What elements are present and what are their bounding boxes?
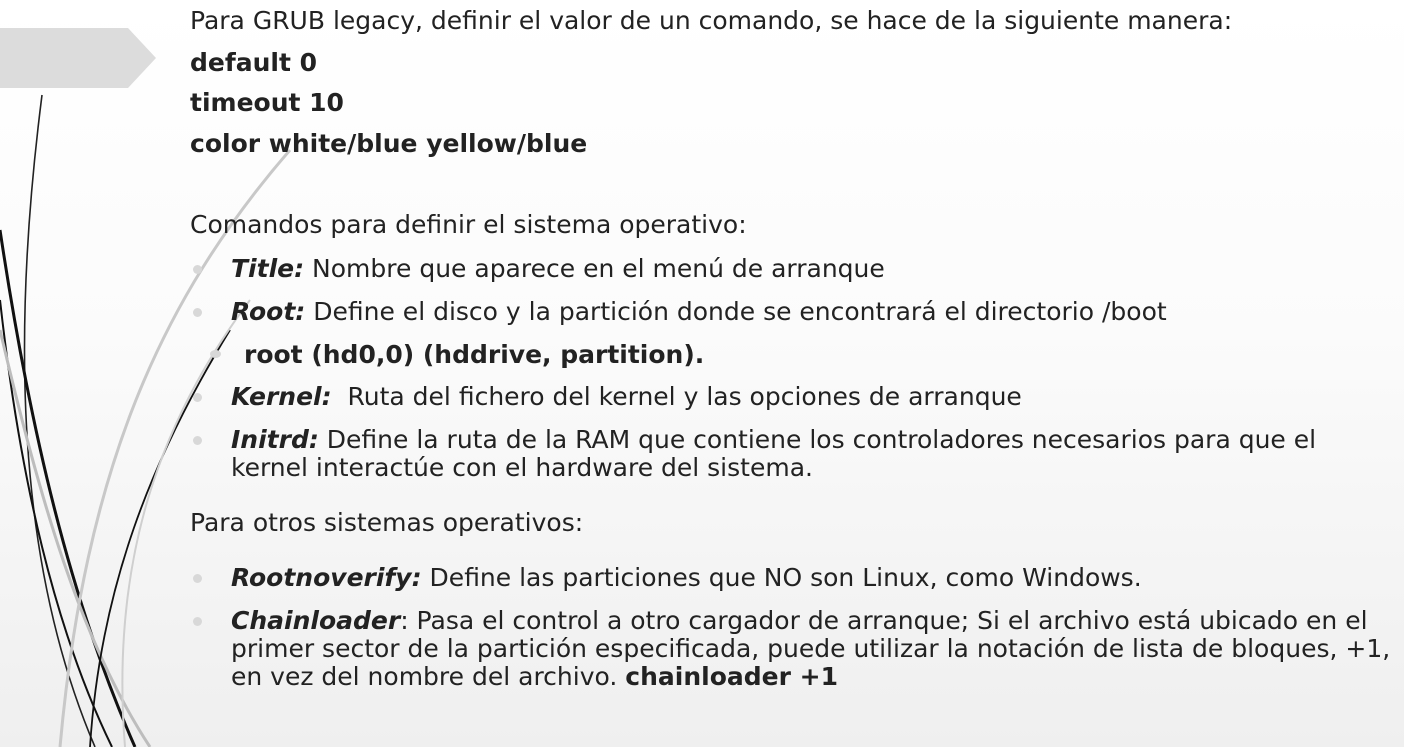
bullet-dot: [193, 574, 202, 583]
list-item-root: Root: Define el disco y la partición donde se encontrará el directorio /boot: [231, 297, 1167, 326]
decor-curve: [0, 330, 150, 747]
config-line-color: color white/blue yellow/blue: [190, 129, 588, 158]
decor-curve: [24, 95, 95, 747]
intro-text: Para GRUB legacy, definir el valor de un comando, se hace de la siguiente manera:: [190, 6, 1233, 35]
config-line-timeout: timeout 10: [190, 88, 344, 117]
bullet-dot: [193, 393, 202, 402]
title-tab-shape: [0, 28, 156, 88]
bullet-dot: [193, 265, 202, 274]
other-os-heading: Para otros sistemas operativos:: [190, 508, 584, 537]
list-item-kernel: Kernel: Ruta del fichero del kernel y las opciones de arranque: [231, 382, 1022, 411]
config-line-default: default 0: [190, 48, 318, 77]
list-item-title: Title: Nombre que aparece en el menú de arranque: [231, 254, 885, 283]
os-commands-heading: Comandos para definir el sistema operativo:: [190, 210, 747, 239]
list-item-rootnoverify: Rootnoverify: Define las particiones que NO son Linux, como Windows.: [231, 563, 1142, 592]
decor-curve: [0, 300, 112, 747]
bullet-dot: [193, 617, 202, 626]
sub-bullet-dot: [210, 350, 221, 358]
bullet-dot: [193, 436, 202, 445]
root-example: root (hd0,0) (hddrive, partition).: [244, 340, 705, 369]
bullet-dot: [193, 308, 202, 317]
list-item-chainloader: Chainloader: Pasa el control a otro cargador de arranque; Si el archivo está ubicado en el primer sector de la partición especificada, puede utilizar la notación de lista de bloques, +1, en vez del nombre del archivo. chainloader +1: [231, 606, 1391, 691]
decor-curve: [90, 330, 230, 747]
decor-curve: [0, 230, 135, 747]
list-item-initrd: Initrd: Define la ruta de la RAM que contiene los controladores necesarios para que el kernel interactúe con el hardware del sistema.: [231, 425, 1317, 482]
